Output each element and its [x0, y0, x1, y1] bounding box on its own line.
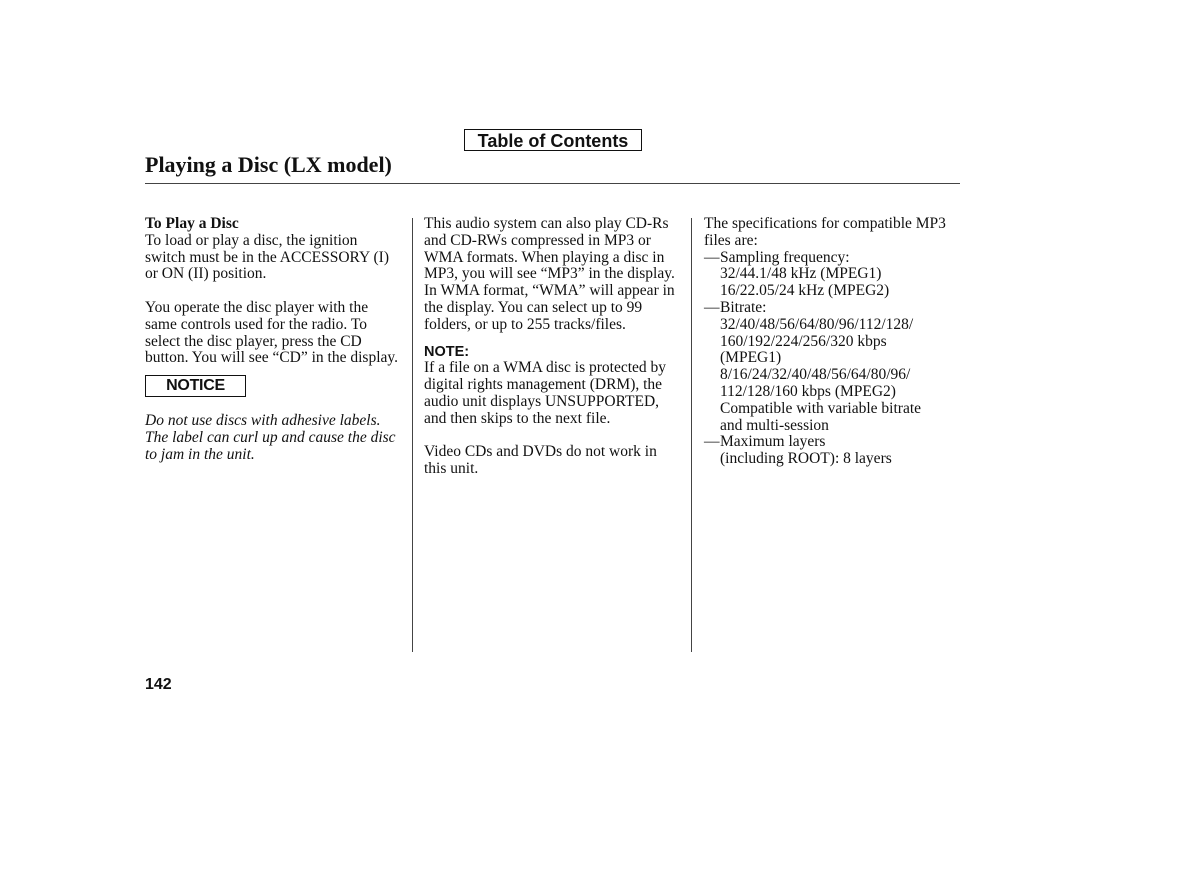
spec-line: (MPEG1) [720, 349, 782, 367]
spec-label: Maximum layers [720, 433, 826, 451]
page-number: 142 [145, 676, 172, 693]
column-1 [145, 216, 400, 464]
spec-line: and multi-session [720, 416, 829, 434]
dash-bullet: — [704, 298, 720, 316]
spec-label: Sampling frequency: [720, 248, 850, 266]
spec-line: Compatible with variable bitrate [720, 399, 922, 417]
spec-line: 32/44.1/48 kHz (MPEG1) [720, 265, 882, 283]
title-divider [145, 183, 960, 184]
spec-item-layers [704, 434, 966, 468]
note-label: NOTE: [424, 343, 470, 360]
spec-line: 32/40/48/56/64/80/96/112/128/ [720, 315, 914, 333]
load-disc-paragraph: To load or play a disc, the ignition switch must be in the ACCESSORY (I) or ON (II) position. [145, 231, 389, 283]
spec-line: 160/192/224/256/320 kbps [720, 332, 887, 350]
notice-text: Do not use discs with adhesive labels. The label can curl up and cause the disc to jam in the unit. [145, 412, 396, 463]
dash-bullet: — [704, 248, 720, 266]
column-3 [704, 216, 966, 468]
note-text: If a file on a WMA disc is protected by digital rights management (DRM), the audio unit displays UNSUPPORTED, and then skips to the next file. [424, 359, 667, 427]
section-heading: To Play a Disc [145, 215, 239, 232]
spec-line: 8/16/24/32/40/48/56/64/80/96/ [720, 366, 911, 384]
spec-item-sampling [704, 250, 966, 300]
spec-line: 16/22.05/24 kHz (MPEG2) [720, 282, 890, 300]
column-divider [691, 218, 692, 652]
dash-bullet: — [704, 433, 720, 451]
page-title: Playing a Disc (LX model) [145, 152, 392, 177]
spec-line: (including ROOT): 8 layers [720, 450, 892, 468]
table-of-contents-button[interactable]: Table of Contents [464, 129, 642, 151]
operate-player-paragraph: You operate the disc player with the same controls used for the radio. To select the disc player, press the CD button. You will see “CD” in the display. [145, 298, 399, 367]
notice-badge: NOTICE [145, 375, 246, 397]
spec-label: Bitrate: [720, 298, 767, 316]
spec-item-bitrate [704, 300, 966, 434]
video-cd-paragraph: Video CDs and DVDs do not work in this unit. [424, 443, 657, 478]
column-divider [412, 218, 413, 652]
spec-line: 112/128/160 kbps (MPEG2) [720, 382, 896, 400]
column-2 [424, 216, 682, 478]
specs-intro: The specifications for compatible MP3 files are: [704, 215, 946, 249]
mp3-wma-paragraph: This audio system can also play CD-Rs and CD-RWs compressed in MP3 or WMA formats. When playing a disc in MP3, you will see “MP3” in the display. In WMA format, “WMA” will appear in the display. You can select up to 99 folders, or up to 255 tracks/files. [424, 215, 675, 333]
